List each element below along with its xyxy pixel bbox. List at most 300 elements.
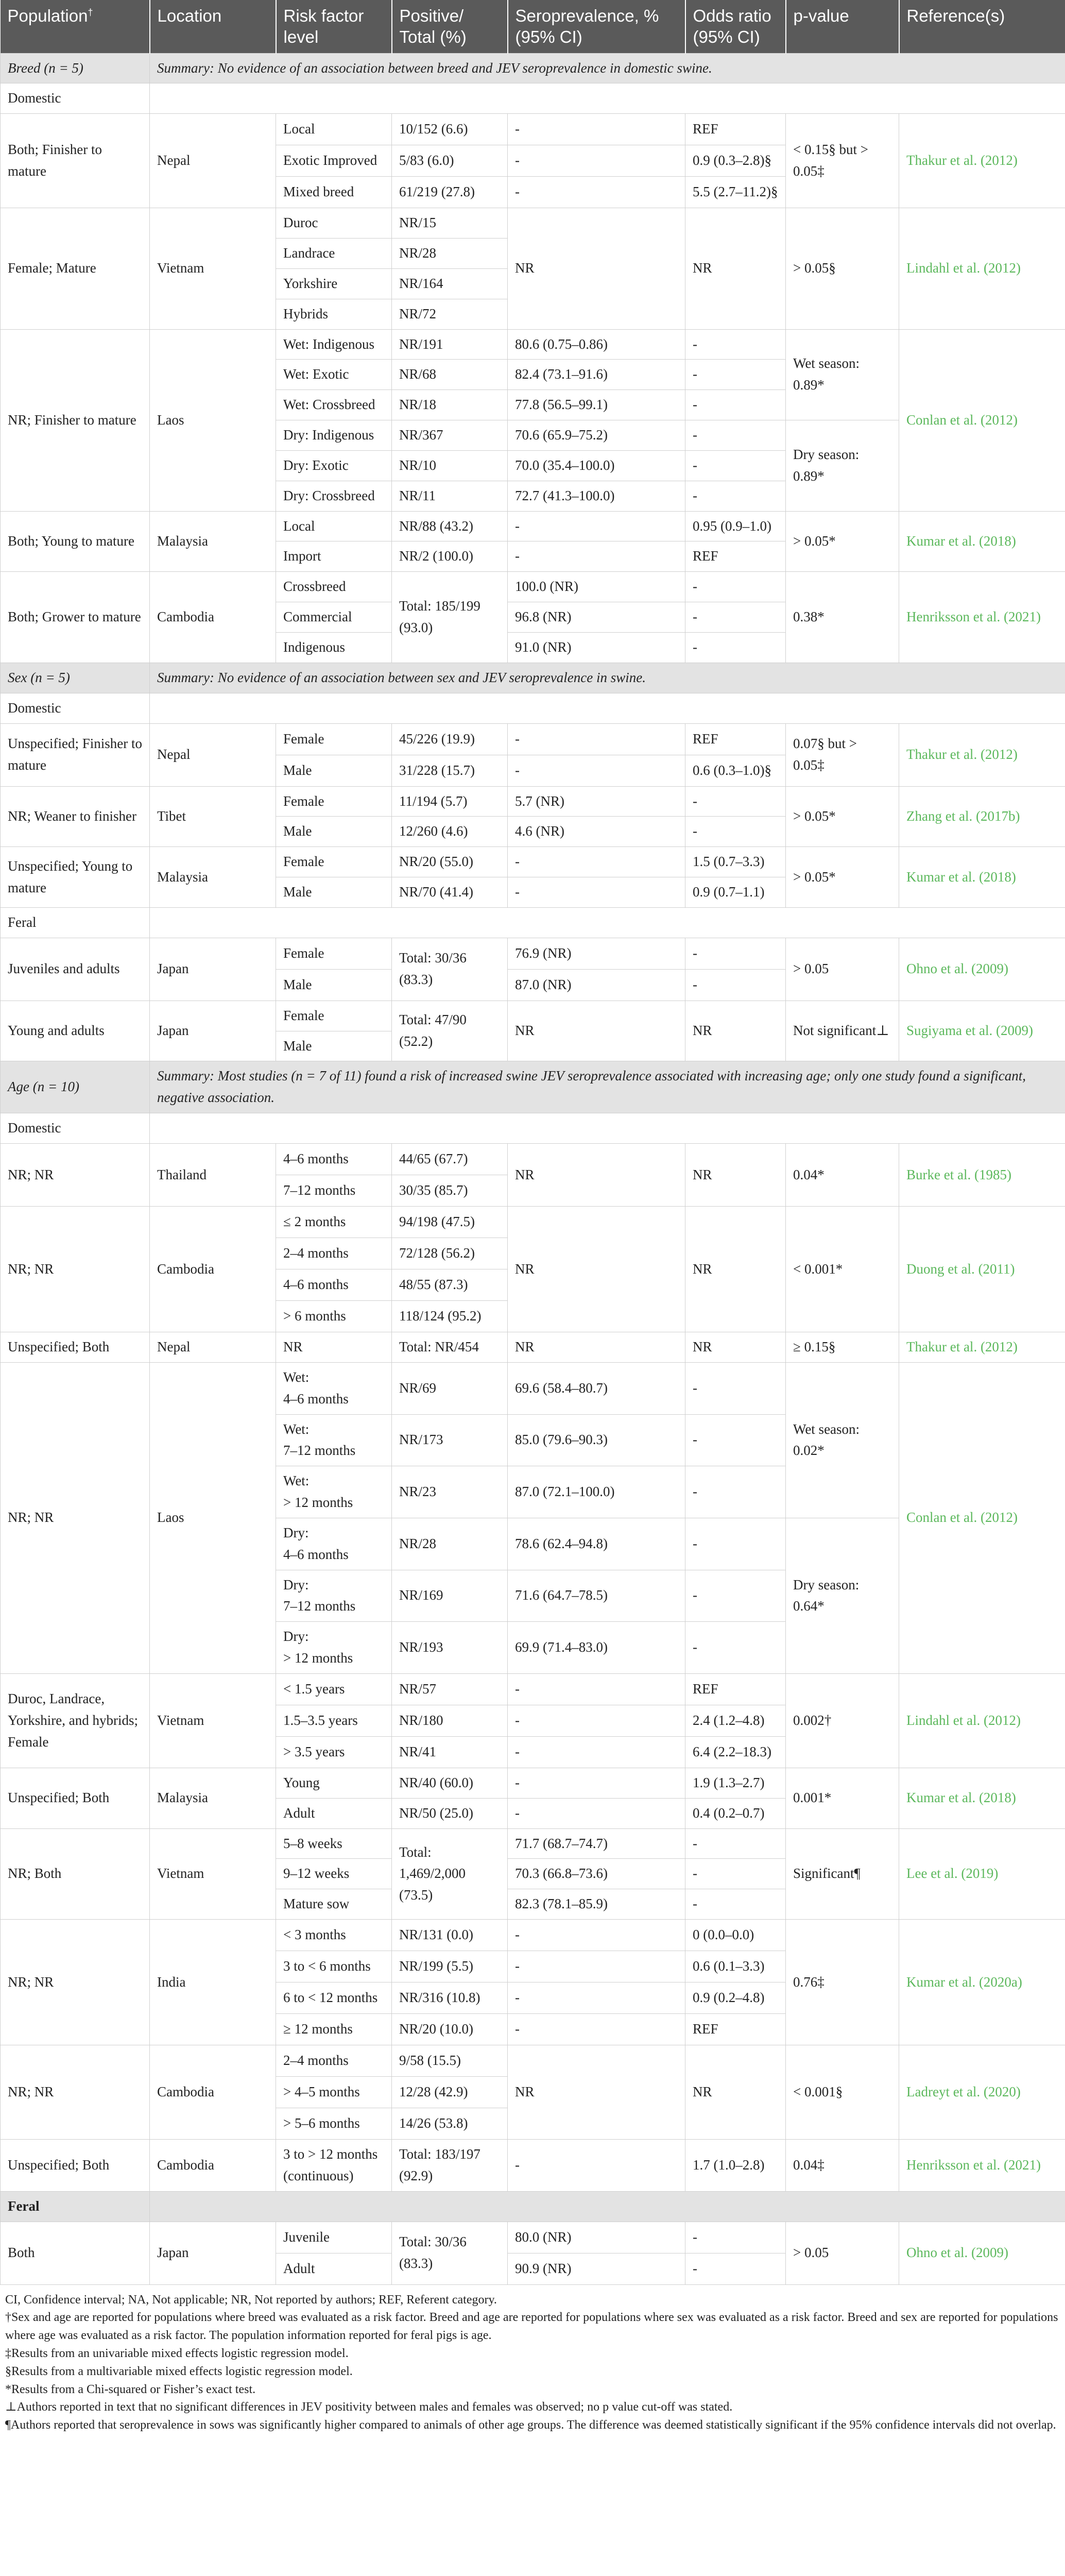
reference-link[interactable]: Lee et al. (2019) bbox=[899, 1828, 1065, 1920]
table-cell: Vietnam bbox=[150, 1673, 276, 1768]
table-cell: - bbox=[508, 1920, 685, 1951]
table-cell: - bbox=[685, 420, 786, 451]
table-cell: NR bbox=[508, 1206, 685, 1332]
table-cell: - bbox=[508, 723, 685, 755]
reference-link[interactable]: Ladreyt et al. (2020) bbox=[899, 2045, 1065, 2140]
table-cell: Vietnam bbox=[150, 1828, 276, 1920]
table-row bbox=[1, 1143, 1065, 1175]
reference-link[interactable]: Lindahl et al. (2012) bbox=[899, 208, 1065, 329]
table-cell: - bbox=[508, 145, 685, 177]
table-cell: 71.7 (68.7–74.7) bbox=[508, 1828, 685, 1859]
table-cell: Unspecified; Both bbox=[1, 1332, 150, 1362]
table-cell: 5–8 weeks bbox=[276, 1828, 392, 1859]
table-cell: Exotic Improved bbox=[276, 145, 392, 177]
table-cell: 0.38* bbox=[786, 572, 899, 663]
footnote: †Sex and age are reported for populations where breed was evaluated as a risk factor. Breed and age are reported for populations where sex was evaluated as a risk factor. Breed and sex are reported for populations where age was evaluated as a risk factor. The population information reported for feral pigs is age. bbox=[5, 2311, 1058, 2343]
table-cell: NR bbox=[508, 1001, 685, 1061]
table-cell: - bbox=[685, 1828, 786, 1859]
table-cell: Hybrids bbox=[276, 299, 392, 329]
table-cell: 1.9 (1.3–2.7) bbox=[685, 1768, 786, 1798]
footnote: §Results from a multivariable mixed effects logistic regression model. bbox=[5, 2364, 353, 2378]
table-cell: Female bbox=[276, 786, 392, 817]
table-cell: Thailand bbox=[150, 1143, 276, 1206]
table-cell: Wet: 4–6 months bbox=[276, 1362, 392, 1414]
table-cell: < 0.15§ but > 0.05‡ bbox=[786, 114, 899, 208]
table-cell: REF bbox=[685, 541, 786, 572]
table-cell: 61/219 (27.8) bbox=[392, 177, 508, 208]
table-cell: 1.5–3.5 years bbox=[276, 1705, 392, 1736]
table-cell: 0.002† bbox=[786, 1673, 899, 1768]
table-cell: 70.3 (66.8–73.6) bbox=[508, 1859, 685, 1889]
reference-link[interactable]: Conlan et al. (2012) bbox=[899, 329, 1065, 511]
table-cell: > 4–5 months bbox=[276, 2077, 392, 2108]
table-cell: NR/367 bbox=[392, 420, 508, 451]
table-cell: - bbox=[508, 1798, 685, 1828]
table-cell: - bbox=[508, 2014, 685, 2045]
table-cell: - bbox=[685, 1518, 786, 1570]
table-cell: < 0.001* bbox=[786, 1206, 899, 1332]
table-cell: NR/2 (100.0) bbox=[392, 541, 508, 572]
table-cell: Dry: Exotic bbox=[276, 450, 392, 481]
header-p-value: p-value bbox=[786, 0, 899, 53]
table-cell: Duroc bbox=[276, 208, 392, 239]
table-cell: Japan bbox=[150, 938, 276, 1001]
table-cell: Commercial bbox=[276, 602, 392, 633]
table-cell: - bbox=[685, 786, 786, 817]
table-cell: - bbox=[685, 1622, 786, 1674]
table-cell: Local bbox=[276, 114, 392, 145]
table-cell: Female bbox=[276, 1001, 392, 1031]
table-cell: Male bbox=[276, 755, 392, 786]
table-cell: Dry: Crossbreed bbox=[276, 481, 392, 511]
header-population: Population† bbox=[1, 0, 150, 53]
table-cell: - bbox=[685, 1414, 786, 1466]
reference-link[interactable]: Kumar et al. (2018) bbox=[899, 511, 1065, 572]
table-cell: Female bbox=[276, 847, 392, 877]
table-cell: REF bbox=[685, 2014, 786, 2045]
section-row-age bbox=[1, 1061, 1065, 1113]
table-cell: NR/18 bbox=[392, 390, 508, 420]
table-cell: NR/28 bbox=[392, 239, 508, 269]
table-cell: Vietnam bbox=[150, 208, 276, 329]
table-cell: - bbox=[508, 511, 685, 541]
table-cell: 4.6 (NR) bbox=[508, 817, 685, 847]
table-cell: 80.0 (NR) bbox=[508, 2222, 685, 2253]
table-cell: 6 to < 12 months bbox=[276, 1982, 392, 2014]
footnote: CI, Confidence interval; NA, Not applicable; NR, Not reported by authors; REF, Referent category. bbox=[5, 2293, 497, 2307]
table-cell: - bbox=[685, 2222, 786, 2253]
table-cell: 0.07§ but > 0.05‡ bbox=[786, 723, 899, 786]
table-cell: 94/198 (47.5) bbox=[392, 1206, 508, 1238]
table-cell: 85.0 (79.6–90.3) bbox=[508, 1414, 685, 1466]
table-cell: - bbox=[685, 969, 786, 1001]
table-cell: Wet season: 0.89* bbox=[786, 329, 899, 420]
table-cell: NR bbox=[685, 1206, 786, 1332]
reference-link[interactable]: Duong et al. (2011) bbox=[899, 1206, 1065, 1332]
table-cell: Both; Young to mature bbox=[1, 511, 150, 572]
table-cell: Tibet bbox=[150, 786, 276, 847]
reference-link[interactable]: Ohno et al. (2009) bbox=[899, 938, 1065, 1001]
table-cell: 3 to > 12 months (continuous) bbox=[276, 2140, 392, 2192]
table-cell: < 0.001§ bbox=[786, 2045, 899, 2140]
table-cell: ≥ 12 months bbox=[276, 2014, 392, 2045]
table-cell: - bbox=[508, 1705, 685, 1736]
table-row bbox=[1, 114, 1065, 145]
table-cell: NR bbox=[508, 2045, 685, 2140]
table-cell: Female bbox=[276, 723, 392, 755]
table-cell: - bbox=[685, 329, 786, 360]
reference-link[interactable]: Sugiyama et al. (2009) bbox=[899, 1001, 1065, 1061]
table-cell: > 5–6 months bbox=[276, 2108, 392, 2140]
table-cell bbox=[150, 693, 1065, 723]
table-cell: 78.6 (62.4–94.8) bbox=[508, 1518, 685, 1570]
table-row bbox=[1, 1362, 1065, 1414]
table-cell: - bbox=[508, 1982, 685, 2014]
table-cell: NR/72 bbox=[392, 299, 508, 329]
table-cell: NR/164 bbox=[392, 268, 508, 299]
table-cell: Malaysia bbox=[150, 1768, 276, 1828]
table-cell: NR/28 bbox=[392, 1518, 508, 1570]
table-cell: 0.001* bbox=[786, 1768, 899, 1828]
table-cell: Wet season: 0.02* bbox=[786, 1362, 899, 1518]
table-cell: > 0.05 bbox=[786, 938, 899, 1001]
footnote: *Results from a Chi-squared or Fisher’s exact test. bbox=[5, 2382, 256, 2396]
table-row bbox=[1, 2140, 1065, 2192]
table-cell: 1.5 (0.7–3.3) bbox=[685, 847, 786, 877]
table-cell: Juvenile bbox=[276, 2222, 392, 2253]
table-cell: - bbox=[685, 481, 786, 511]
table-cell: 2–4 months bbox=[276, 1238, 392, 1269]
table-cell: - bbox=[685, 1466, 786, 1518]
table-cell: Total: 30/36 (83.3) bbox=[392, 938, 508, 1001]
table-cell: NR/131 (0.0) bbox=[392, 1920, 508, 1951]
table-cell: - bbox=[508, 1768, 685, 1798]
table-row bbox=[1, 511, 1065, 541]
table-cell: 90.9 (NR) bbox=[508, 2253, 685, 2284]
table-cell: Japan bbox=[150, 1001, 276, 1061]
table-cell: NR; Both bbox=[1, 1828, 150, 1920]
table-cell: 69.9 (71.4–83.0) bbox=[508, 1622, 685, 1674]
table-cell: Male bbox=[276, 877, 392, 908]
table-cell: 0.9 (0.3–2.8)§ bbox=[685, 145, 786, 177]
table-cell: Adult bbox=[276, 2253, 392, 2284]
footnote: ⊥Authors reported in text that no significant differences in JEV positivity between males and females was observed; no p value cut-off was stated. bbox=[5, 2400, 733, 2414]
table-cell: Dry season: 0.89* bbox=[786, 420, 899, 512]
table-footnotes bbox=[0, 2285, 1065, 2434]
table-cell: Male bbox=[276, 1031, 392, 1061]
table-cell: India bbox=[150, 1920, 276, 2045]
table-cell: 82.4 (73.1–91.6) bbox=[508, 360, 685, 390]
table-cell: Female; Mature bbox=[1, 208, 150, 329]
table-cell: Local bbox=[276, 511, 392, 541]
table-cell: Dry: > 12 months bbox=[276, 1622, 392, 1674]
table-cell: Crossbreed bbox=[276, 572, 392, 602]
reference-link[interactable]: Conlan et al. (2012) bbox=[899, 1362, 1065, 1673]
reference-link[interactable]: Kumar et al. (2018) bbox=[899, 847, 1065, 908]
table-row bbox=[1, 723, 1065, 755]
table-cell: 12/28 (42.9) bbox=[392, 2077, 508, 2108]
table-cell: NR/199 (5.5) bbox=[392, 1951, 508, 1982]
table-row bbox=[1, 572, 1065, 602]
table-cell: 82.3 (78.1–85.9) bbox=[508, 1889, 685, 1920]
table-cell: Young and adults bbox=[1, 1001, 150, 1061]
table-cell: NR bbox=[685, 1001, 786, 1061]
table-cell: 87.0 (NR) bbox=[508, 969, 685, 1001]
table-cell: Wet: Indigenous bbox=[276, 329, 392, 360]
table-cell: NR/68 bbox=[392, 360, 508, 390]
table-cell: - bbox=[685, 1859, 786, 1889]
table-cell: NR/41 bbox=[392, 1736, 508, 1768]
table-cell: NR; NR bbox=[1, 2045, 150, 2140]
table-cell: Unspecified; Finisher to mature bbox=[1, 723, 150, 786]
table-cell: - bbox=[508, 877, 685, 908]
table-cell: Wet: Crossbreed bbox=[276, 390, 392, 420]
reference-link[interactable]: Henriksson et al. (2021) bbox=[899, 572, 1065, 663]
table-cell: NR/193 bbox=[392, 1622, 508, 1674]
table-cell: NR; NR bbox=[1, 1206, 150, 1332]
table-cell: - bbox=[685, 1362, 786, 1414]
table-cell: NR/191 bbox=[392, 329, 508, 360]
table-cell: NR; NR bbox=[1, 1143, 150, 1206]
table-cell: 2–4 months bbox=[276, 2045, 392, 2077]
table-cell: 5.5 (2.7–11.2)§ bbox=[685, 177, 786, 208]
table-cell: Adult bbox=[276, 1798, 392, 1828]
table-cell: 10/152 (6.6) bbox=[392, 114, 508, 145]
table-cell: - bbox=[685, 1570, 786, 1622]
reference-link[interactable]: Thakur et al. (2012) bbox=[899, 114, 1065, 208]
table-cell: NR bbox=[508, 1332, 685, 1362]
reference-link[interactable]: Henriksson et al. (2021) bbox=[899, 2140, 1065, 2192]
table-cell: > 0.05* bbox=[786, 511, 899, 572]
table-row bbox=[1, 1673, 1065, 1705]
table-cell: 11/194 (5.7) bbox=[392, 786, 508, 817]
table-cell: - bbox=[685, 360, 786, 390]
table-cell: 0.4 (0.2–0.7) bbox=[685, 1798, 786, 1828]
table-cell: 96.8 (NR) bbox=[508, 602, 685, 633]
table-cell: Unspecified; Both bbox=[1, 2140, 150, 2192]
table-cell: 87.0 (72.1–100.0) bbox=[508, 1466, 685, 1518]
reference-link[interactable]: Lindahl et al. (2012) bbox=[899, 1673, 1065, 1768]
section-title: Breed (n = 5) bbox=[1, 53, 150, 83]
table-cell: Cambodia bbox=[150, 572, 276, 663]
header-seroprevalence: Seroprevalence, % (95% CI) bbox=[508, 0, 685, 53]
table-cell: < 1.5 years bbox=[276, 1673, 392, 1705]
table-cell: 0.04* bbox=[786, 1143, 899, 1206]
table-cell: NR/316 (10.8) bbox=[392, 1982, 508, 2014]
table-cell: NR/15 bbox=[392, 208, 508, 239]
table-cell: NR/173 bbox=[392, 1414, 508, 1466]
table-cell: NR bbox=[685, 1332, 786, 1362]
table-cell: 5/83 (6.0) bbox=[392, 145, 508, 177]
table-cell: NR bbox=[508, 208, 685, 329]
table-cell: NR bbox=[685, 1143, 786, 1206]
footnote: ¶Authors reported that seroprevalence in sows was significantly higher compared to animals of other age groups. The difference was deemed statistically significant if the 95% confidence intervals did not overlap. bbox=[5, 2418, 1056, 2432]
subgroup-row bbox=[1, 1113, 1065, 1144]
table-row bbox=[1, 1920, 1065, 1951]
table-cell bbox=[150, 1113, 1065, 1144]
table-cell: NR/57 bbox=[392, 1673, 508, 1705]
table-cell: Cambodia bbox=[150, 2140, 276, 2192]
table-cell: Nepal bbox=[150, 723, 276, 786]
table-cell: Japan bbox=[150, 2222, 276, 2284]
table-cell: Male bbox=[276, 969, 392, 1001]
table-cell: 7–12 months bbox=[276, 1175, 392, 1206]
subgroup-label: Feral bbox=[1, 2191, 150, 2222]
table-cell: NR bbox=[685, 208, 786, 329]
table-cell: - bbox=[508, 1673, 685, 1705]
table-cell: 31/228 (15.7) bbox=[392, 755, 508, 786]
table-cell: Both; Finisher to mature bbox=[1, 114, 150, 208]
table-cell: Young bbox=[276, 1768, 392, 1798]
table-cell: 0.6 (0.1–3.3) bbox=[685, 1951, 786, 1982]
table-cell: - bbox=[685, 572, 786, 602]
section-summary: Summary: Most studies (n = 7 of 11) found a risk of increased swine JEV seroprevalence associated with increasing age; only one study found a significant, negative association. bbox=[150, 1061, 1065, 1113]
header-references: Reference(s) bbox=[899, 0, 1065, 53]
table-cell: NR/23 bbox=[392, 1466, 508, 1518]
table-cell: Dry: Indigenous bbox=[276, 420, 392, 451]
table-cell: - bbox=[508, 755, 685, 786]
table-cell: 100.0 (NR) bbox=[508, 572, 685, 602]
reference-link[interactable]: Zhang et al. (2017b) bbox=[899, 786, 1065, 847]
table-row bbox=[1, 1001, 1065, 1031]
table-cell: Cambodia bbox=[150, 2045, 276, 2140]
table-cell: NR; Weaner to finisher bbox=[1, 786, 150, 847]
reference-link[interactable]: Burke et al. (1985) bbox=[899, 1143, 1065, 1206]
table-cell: REF bbox=[685, 723, 786, 755]
subgroup-label: Feral bbox=[1, 907, 150, 938]
table-cell: 70.6 (65.9–75.2) bbox=[508, 420, 685, 451]
table-cell: 4–6 months bbox=[276, 1143, 392, 1175]
reference-link[interactable]: Kumar et al. (2020a) bbox=[899, 1920, 1065, 2045]
header-positive-total: Positive/ Total (%) bbox=[392, 0, 508, 53]
section-row-sex bbox=[1, 663, 1065, 693]
table-cell: 0 (0.0–0.0) bbox=[685, 1920, 786, 1951]
table-cell: - bbox=[685, 2253, 786, 2284]
section-summary: Summary: No evidence of an association between sex and JEV seroprevalence in swine. bbox=[150, 663, 1065, 693]
table-cell: NR bbox=[685, 2045, 786, 2140]
table-cell: - bbox=[508, 114, 685, 145]
table-cell: 48/55 (87.3) bbox=[392, 1269, 508, 1300]
subgroup-row bbox=[1, 907, 1065, 938]
table-cell: Wet: > 12 months bbox=[276, 1466, 392, 1518]
table-cell: Mixed breed bbox=[276, 177, 392, 208]
table-cell: Nepal bbox=[150, 114, 276, 208]
table-cell: Malaysia bbox=[150, 847, 276, 908]
table-cell: Significant¶ bbox=[786, 1828, 899, 1920]
reference-link[interactable]: Kumar et al. (2018) bbox=[899, 1768, 1065, 1828]
table-cell: > 0.05* bbox=[786, 786, 899, 847]
table-cell: 72.7 (41.3–100.0) bbox=[508, 481, 685, 511]
table-cell: Import bbox=[276, 541, 392, 572]
table-cell: ≤ 2 months bbox=[276, 1206, 392, 1238]
table-cell: NR/169 bbox=[392, 1570, 508, 1622]
reference-link[interactable]: Ohno et al. (2009) bbox=[899, 2222, 1065, 2284]
table-cell: - bbox=[508, 177, 685, 208]
table-row bbox=[1, 1206, 1065, 1238]
header-row bbox=[1, 0, 1065, 53]
table-cell: NR/88 (43.2) bbox=[392, 511, 508, 541]
table-cell: NR/11 bbox=[392, 481, 508, 511]
table-row bbox=[1, 2222, 1065, 2253]
table-cell: Dry: 7–12 months bbox=[276, 1570, 392, 1622]
table-cell: > 6 months bbox=[276, 1300, 392, 1332]
table-cell: REF bbox=[685, 1673, 786, 1705]
table-cell: > 0.05§ bbox=[786, 208, 899, 329]
table-cell: 9/58 (15.5) bbox=[392, 2045, 508, 2077]
table-cell: Indigenous bbox=[276, 633, 392, 663]
table-cell: - bbox=[508, 1951, 685, 1982]
table-row bbox=[1, 938, 1065, 969]
table-cell: Total: NR/454 bbox=[392, 1332, 508, 1362]
table-cell: 76.9 (NR) bbox=[508, 938, 685, 969]
table-cell: Wet: 7–12 months bbox=[276, 1414, 392, 1466]
table-cell: 3 to < 6 months bbox=[276, 1951, 392, 1982]
table-cell: 91.0 (NR) bbox=[508, 633, 685, 663]
table-row bbox=[1, 847, 1065, 877]
table-cell: Not significant⊥ bbox=[786, 1001, 899, 1061]
table-cell: 44/65 (67.7) bbox=[392, 1143, 508, 1175]
table-row bbox=[1, 1332, 1065, 1362]
table-row bbox=[1, 1768, 1065, 1798]
header-odds-ratio: Odds ratio (95% CI) bbox=[685, 0, 786, 53]
subgroup-row bbox=[1, 693, 1065, 723]
table-cell: Total: 185/199 (93.0) bbox=[392, 572, 508, 663]
reference-link[interactable]: Thakur et al. (2012) bbox=[899, 1332, 1065, 1362]
section-row-breed bbox=[1, 53, 1065, 83]
table-cell: - bbox=[685, 390, 786, 420]
table-cell: Dry: 4–6 months bbox=[276, 1518, 392, 1570]
table-cell: 1.7 (1.0–2.8) bbox=[685, 2140, 786, 2192]
table-cell: Total: 47/90 (52.2) bbox=[392, 1001, 508, 1061]
section-title: Sex (n = 5) bbox=[1, 663, 150, 693]
footnote: ‡Results from an univariable mixed effects logistic regression model. bbox=[5, 2347, 349, 2361]
table-cell: Both bbox=[1, 2222, 150, 2284]
table-cell: 9–12 weeks bbox=[276, 1859, 392, 1889]
table-cell: Duroc, Landrace, Yorkshire, and hybrids; Female bbox=[1, 1673, 150, 1768]
reference-link[interactable]: Thakur et al. (2012) bbox=[899, 723, 1065, 786]
table-cell: Nepal bbox=[150, 1332, 276, 1362]
table-cell: 80.6 (0.75–0.86) bbox=[508, 329, 685, 360]
table-cell: - bbox=[508, 1736, 685, 1768]
table-cell: Cambodia bbox=[150, 1206, 276, 1332]
table-cell: 14/26 (53.8) bbox=[392, 2108, 508, 2140]
table-cell: NR/40 (60.0) bbox=[392, 1768, 508, 1798]
table-cell bbox=[150, 2191, 1065, 2222]
table-cell: - bbox=[685, 1889, 786, 1920]
table-cell: - bbox=[685, 938, 786, 969]
table-cell: NR/10 bbox=[392, 450, 508, 481]
table-cell: 0.95 (0.9–1.0) bbox=[685, 511, 786, 541]
table-cell bbox=[150, 907, 1065, 938]
section-summary: Summary: No evidence of an association between breed and JEV seroprevalence in domestic swine. bbox=[150, 53, 1065, 83]
table-cell: 72/128 (56.2) bbox=[392, 1238, 508, 1269]
subgroup-row bbox=[1, 83, 1065, 114]
table-cell: 69.6 (58.4–80.7) bbox=[508, 1362, 685, 1414]
table-cell: 0.76‡ bbox=[786, 1920, 899, 2045]
table-cell: 70.0 (35.4–100.0) bbox=[508, 450, 685, 481]
table-cell: - bbox=[508, 541, 685, 572]
table-cell: Unspecified; Both bbox=[1, 1768, 150, 1828]
table-cell: 0.9 (0.2–4.8) bbox=[685, 1982, 786, 2014]
table-cell: NR/69 bbox=[392, 1362, 508, 1414]
table-cell: Male bbox=[276, 817, 392, 847]
table-cell: 30/35 (85.7) bbox=[392, 1175, 508, 1206]
table-cell: - bbox=[685, 602, 786, 633]
table-cell: Total: 1,469/2,000 (73.5) bbox=[392, 1828, 508, 1920]
table-cell: 2.4 (1.2–4.8) bbox=[685, 1705, 786, 1736]
table-cell: Total: 183/197 (92.9) bbox=[392, 2140, 508, 2192]
subgroup-label: Domestic bbox=[1, 1113, 150, 1144]
